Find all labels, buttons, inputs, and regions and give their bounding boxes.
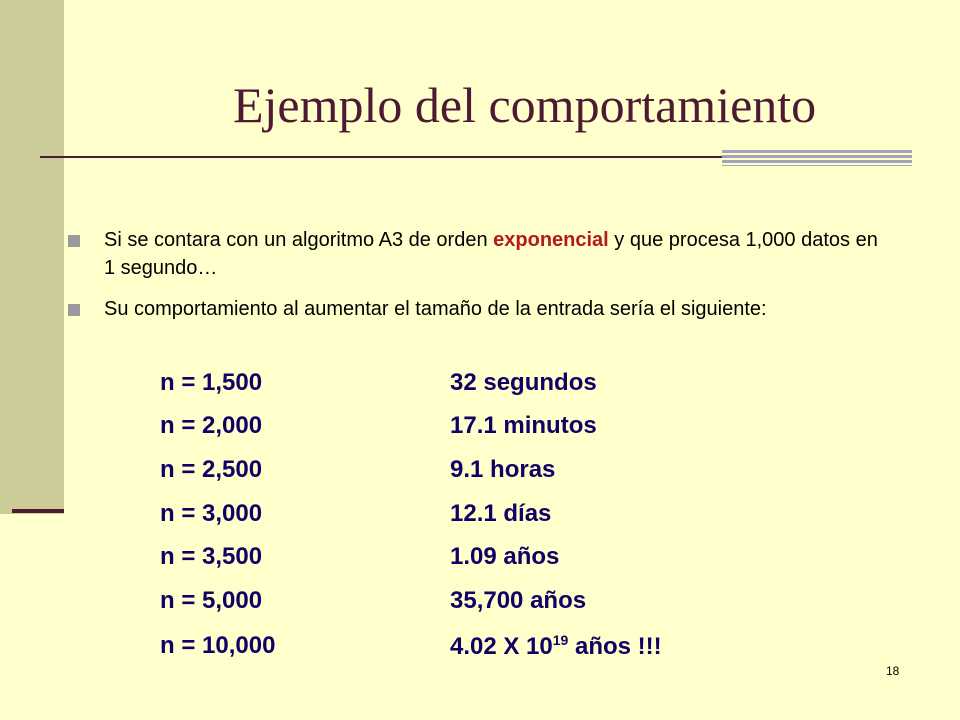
row-time: 17.1 minutos: [450, 412, 597, 439]
bullet-1: [104, 226, 884, 282]
bullet-square-icon: [68, 304, 80, 316]
row-n: n = 2,000: [160, 412, 263, 439]
row-time-suffix: años !!!: [568, 633, 662, 660]
row-time: 1.09 años: [450, 543, 560, 570]
row-n: n = 10,000: [160, 632, 276, 659]
bullet-square-icon: [68, 235, 80, 247]
row-n: n = 5,000: [160, 587, 263, 614]
row-n: n = 1,500: [160, 369, 263, 396]
slide-title: Ejemplo del comportamiento: [233, 77, 817, 133]
row-time: 32 segundos: [450, 369, 597, 396]
row-n: n = 3,500: [160, 543, 263, 570]
bullet-2: [104, 295, 884, 323]
bullet-2-text: Su comportamiento al aumentar el tamaño de la entrada sería el siguiente:: [104, 298, 767, 320]
page-number: 18: [886, 664, 900, 678]
row-time: 35,700 años: [450, 587, 587, 614]
row-time: 9.1 horas: [450, 456, 556, 483]
bullet-1-highlight: exponencial: [493, 229, 609, 251]
bullet-1-text-end: y que procesa 1,000 datos en 1 segundo…: [104, 229, 878, 279]
side-band: [0, 0, 64, 514]
bullet-1-text: Si se contara con un algoritmo A3 de orden: [104, 229, 494, 251]
row-time-base: 4.02 X 10: [450, 633, 553, 660]
row-time: 12.1 días: [450, 500, 552, 527]
row-n: n = 3,000: [160, 500, 263, 527]
row-n: n = 2,500: [160, 456, 263, 483]
row-time-exponent: 19: [552, 632, 569, 648]
side-rule: [12, 509, 64, 513]
title-rule-accent: [722, 150, 912, 166]
row-time: [450, 632, 662, 661]
